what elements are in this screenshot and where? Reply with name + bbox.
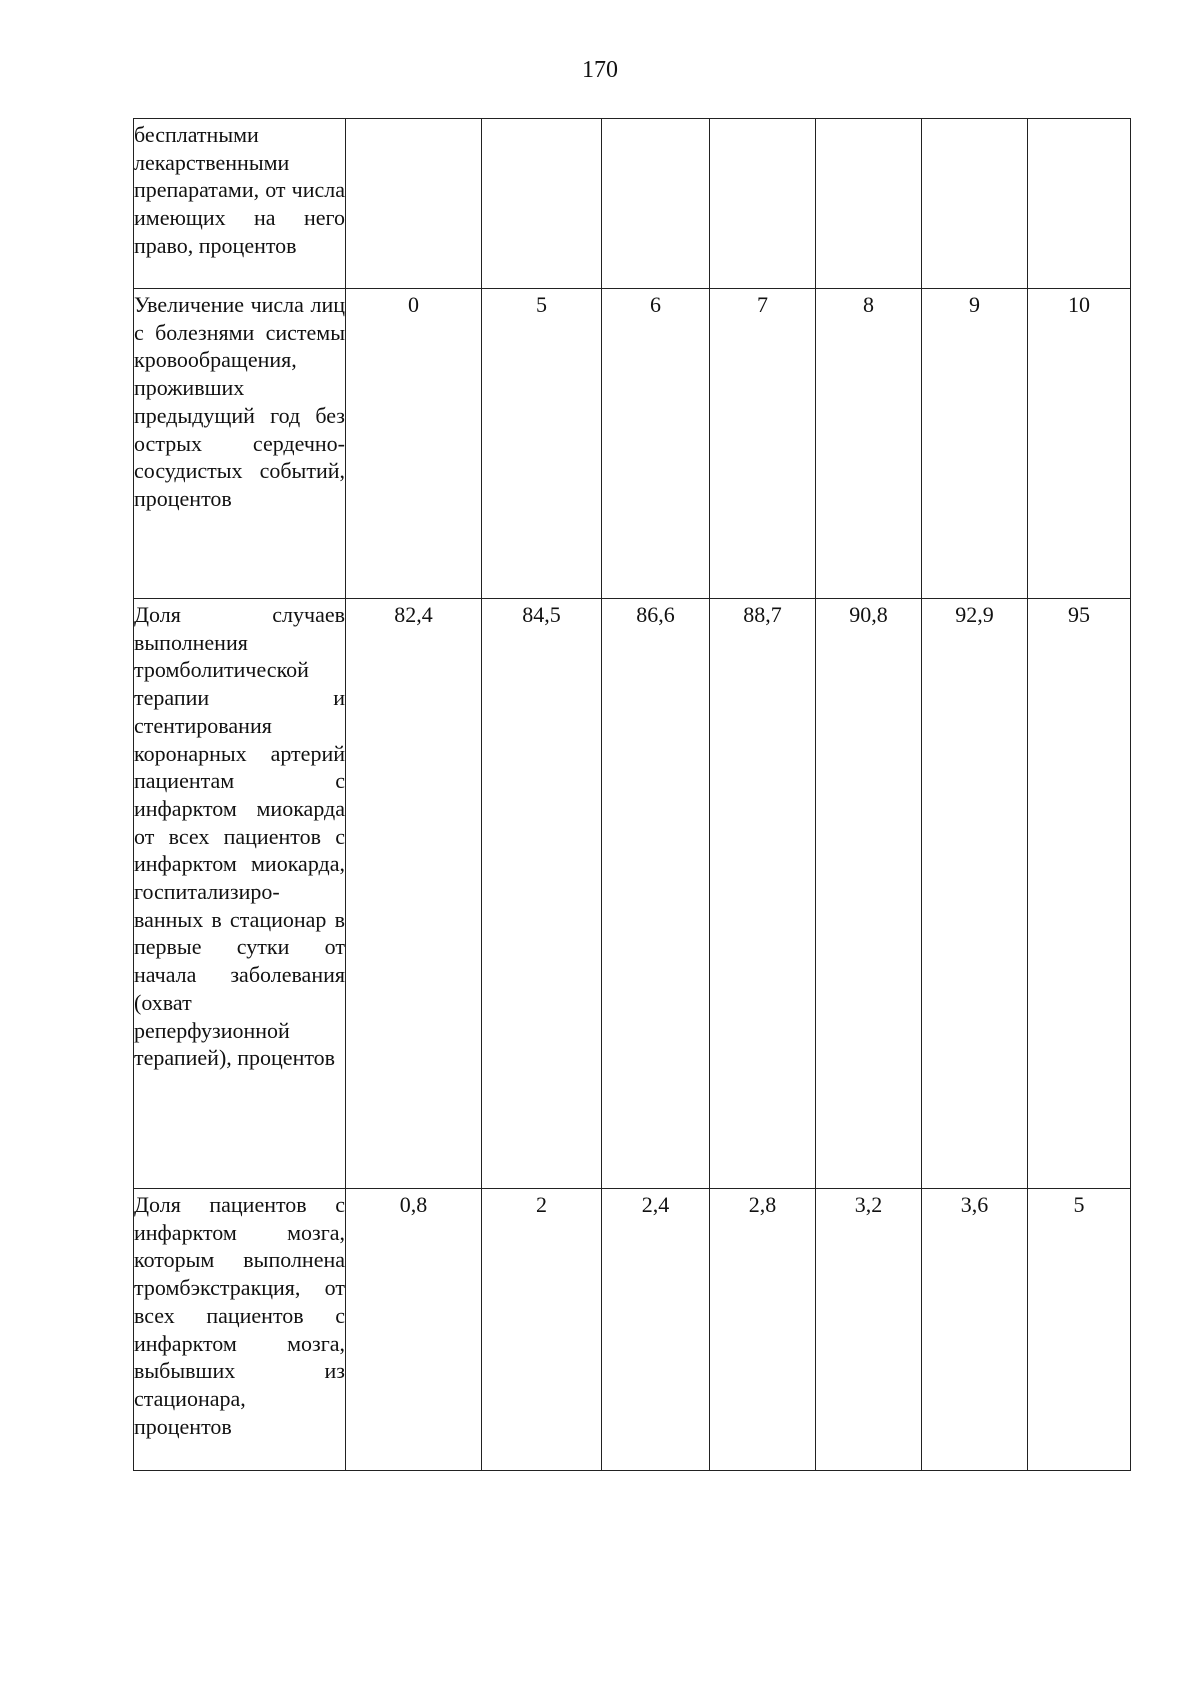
indicator-value: 5 bbox=[482, 289, 602, 599]
indicator-label: Увеличение числа лиц с болезнями системы кровообращения, проживших предыдущий год без острых сердечно-сосудистых событий, процентов bbox=[134, 289, 346, 599]
indicator-value: 3,2 bbox=[816, 1189, 922, 1471]
indicator-value bbox=[922, 119, 1028, 289]
indicator-value: 0 bbox=[346, 289, 482, 599]
indicator-value bbox=[1028, 119, 1131, 289]
indicator-value: 6 bbox=[602, 289, 710, 599]
indicator-value: 82,4 bbox=[346, 599, 482, 1189]
page-number: 170 bbox=[582, 57, 618, 83]
indicator-value: 10 bbox=[1028, 289, 1131, 599]
indicator-label: Доля пациентов с инфарктом мозга, которым выполнена тромбэкстракция, от всех пациентов с инфарктом мозга, выбывших из стационара, процентов bbox=[134, 1189, 346, 1471]
indicator-value: 90,8 bbox=[816, 599, 922, 1189]
indicator-value bbox=[816, 119, 922, 289]
indicator-value: 0,8 bbox=[346, 1189, 482, 1471]
indicator-value: 86,6 bbox=[602, 599, 710, 1189]
indicator-value: 2,8 bbox=[710, 1189, 816, 1471]
indicator-value: 92,9 bbox=[922, 599, 1028, 1189]
indicator-value bbox=[602, 119, 710, 289]
indicator-value: 7 bbox=[710, 289, 816, 599]
indicator-value: 88,7 bbox=[710, 599, 816, 1189]
table-row bbox=[134, 119, 1131, 289]
table-row bbox=[134, 289, 1131, 599]
table-row bbox=[134, 1189, 1131, 1471]
indicator-value: 95 bbox=[1028, 599, 1131, 1189]
indicator-value: 2,4 bbox=[602, 1189, 710, 1471]
indicator-value: 2 bbox=[482, 1189, 602, 1471]
indicator-value bbox=[346, 119, 482, 289]
indicator-value: 84,5 bbox=[482, 599, 602, 1189]
indicators-table bbox=[133, 118, 1131, 1471]
indicator-value: 9 bbox=[922, 289, 1028, 599]
indicator-value bbox=[482, 119, 602, 289]
indicator-value: 8 bbox=[816, 289, 922, 599]
indicator-label: Доля случаев выполнения тромболитической терапии и стентирования коронарных артерий пациентам с инфарктом миокарда от всех пациентов с инфарктом миокарда, госпитализиро-ванных в стационар в первые сутки от начала заболевания (охват реперфузионной терапией), процентов bbox=[134, 599, 346, 1189]
indicator-label: бесплатными лекарственными препаратами, от числа имеющих на него право, процентов bbox=[134, 119, 346, 289]
indicator-value: 3,6 bbox=[922, 1189, 1028, 1471]
table-row bbox=[134, 599, 1131, 1189]
indicator-value bbox=[710, 119, 816, 289]
indicator-value: 5 bbox=[1028, 1189, 1131, 1471]
